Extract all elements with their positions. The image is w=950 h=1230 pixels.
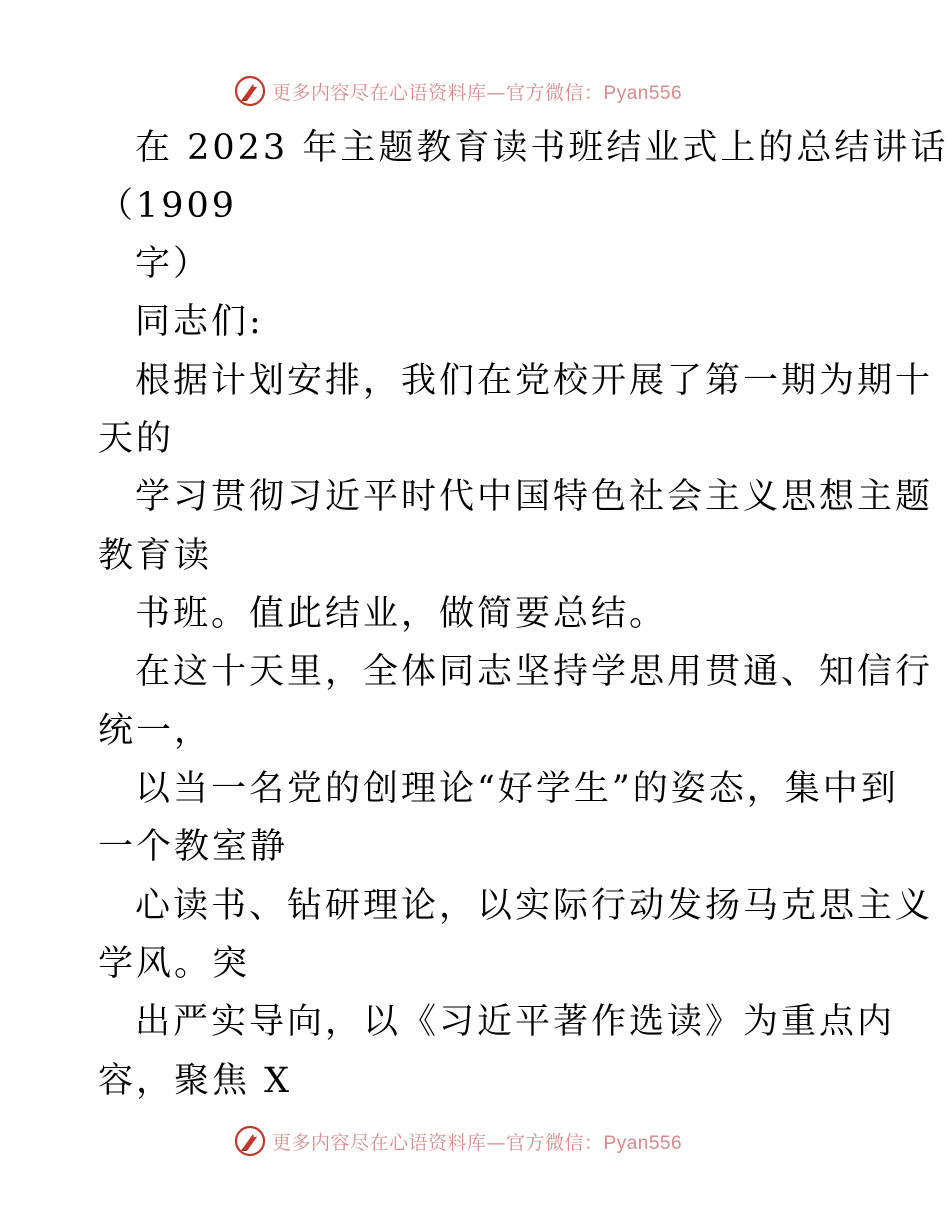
- watermark-text: 更多内容尽在心语资料库—官方微信：: [272, 81, 604, 104]
- pen-logo-icon: [234, 75, 266, 107]
- paragraph-line: 书班。值此结业，做简要总结。: [135, 594, 668, 634]
- paragraph-line: 容，聚焦 X: [98, 1061, 293, 1101]
- pen-logo-icon: [234, 1125, 266, 1157]
- paragraph-line: 出严实导向，以《习近平著作选读》为重点内: [135, 1002, 896, 1042]
- paragraph-line: 以当一名党的创理论“好学生”的姿态，集中到: [135, 769, 899, 809]
- salutation: 同志们:: [135, 302, 264, 342]
- watermark-banner-bottom: [234, 1124, 682, 1158]
- title-line-2: （1909: [98, 186, 238, 226]
- paragraph-line: 学风。突: [98, 944, 251, 984]
- watermark-text: 更多内容尽在心语资料库—官方微信：: [272, 1131, 604, 1154]
- paragraph-line: 统一，: [98, 711, 213, 751]
- paragraph-line: 根据计划安排，我们在党校开展了第一期为期十: [135, 361, 934, 401]
- watermark-account: Pyan556: [603, 82, 683, 104]
- watermark-banner-top: [234, 74, 682, 108]
- title-line-1: 在 2023 年主题教育读书班结业式上的总结讲话: [135, 128, 949, 168]
- paragraph-line: 教育读: [98, 536, 213, 576]
- paragraph-line: 学习贯彻习近平时代中国特色社会主义思想主题: [135, 477, 934, 517]
- watermark-account: Pyan556: [603, 1132, 683, 1154]
- title-line-3: 字）: [135, 244, 212, 284]
- paragraph-line: 在这十天里，全体同志坚持学思用贯通、知信行: [135, 652, 934, 692]
- paragraph-line: 一个教室静: [98, 827, 289, 867]
- paragraph-line: 天的: [98, 419, 175, 459]
- paragraph-line: 心读书、钻研理论，以实际行动发扬马克思主义: [135, 886, 934, 926]
